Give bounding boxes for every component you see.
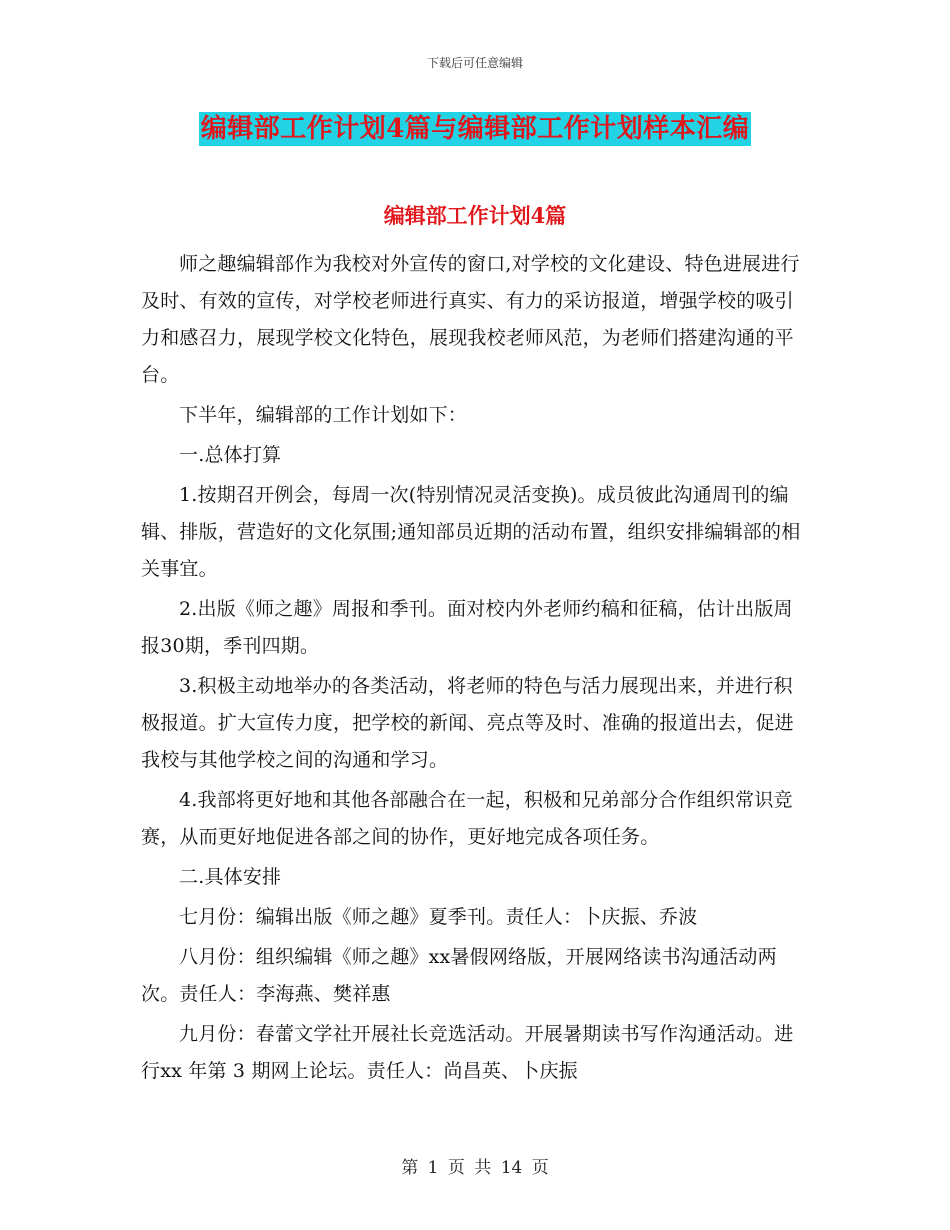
section-heading-schedule: 二.具体安排	[179, 866, 282, 888]
sub-title: 编辑部工作计划4篇	[383, 203, 567, 228]
document-body	[141, 246, 811, 1090]
main-title	[0, 112, 950, 146]
paragraph-item-3: 3.积极主动地举办的各类活动，将老师的特色与活力展现出来，并进行积极报道。扩大宣传力度，把学校的新闻、亮点等及时、准确的报道出去，促进我校与其他学校之间的沟通和学习。	[141, 675, 794, 771]
paragraph-september: 九月份：春蕾文学社开展社长竞选活动。开展暑期读书写作沟通活动。进行xx 年第 3 期网上论坛。责任人：尚昌英、卜庆振	[141, 1023, 794, 1082]
header-note: 下载后可任意编辑	[426, 56, 523, 70]
section-heading-overall: 一.总体打算	[179, 444, 282, 466]
paragraph-july: 七月份：编辑出版《师之趣》夏季刊。责任人：卜庆振、乔波	[179, 906, 698, 928]
paragraph-item-2: 2.出版《师之趣》周报和季刊。面对校内外老师约稿和征稿，估计出版周报30期，季刊四期。	[141, 598, 793, 657]
paragraph-item-4: 4.我部将更好地和其他各部融合在一起，积极和兄弟部分合作组织常识竞赛，从而更好地促进各部之间的协作，更好地完成各项任务。	[141, 789, 793, 848]
main-title-text: 编辑部工作计划4篇与编辑部工作计划样本汇编	[200, 114, 750, 144]
paragraph-item-1: 1.按期召开例会，每周一次(特别情况灵活变换)。成员彼此沟通周刊的编辑、排版，营造好的文化氛围;通知部员近期的活动布置，组织安排编辑部的相关事宜。	[141, 484, 801, 580]
page-footer: 第 1 页 共 14 页	[401, 1158, 549, 1178]
paragraph-august: 八月份：组织编辑《师之趣》xx暑假网络版，开展网络读书沟通活动两次。责任人：李海燕、樊祥惠	[141, 946, 777, 1005]
paragraph-plan-lead: 下半年，编辑部的工作计划如下：	[179, 404, 468, 426]
paragraph-intro: 师之趣编辑部作为我校对外宣传的窗口,对学校的文化建设、特色进展进行及时、有效的宣传，对学校老师进行真实、有力的采访报道，增强学校的吸引力和感召力，展现学校文化特色，展现我校老师风范，为老师们搭建沟通的平台。	[141, 253, 800, 386]
